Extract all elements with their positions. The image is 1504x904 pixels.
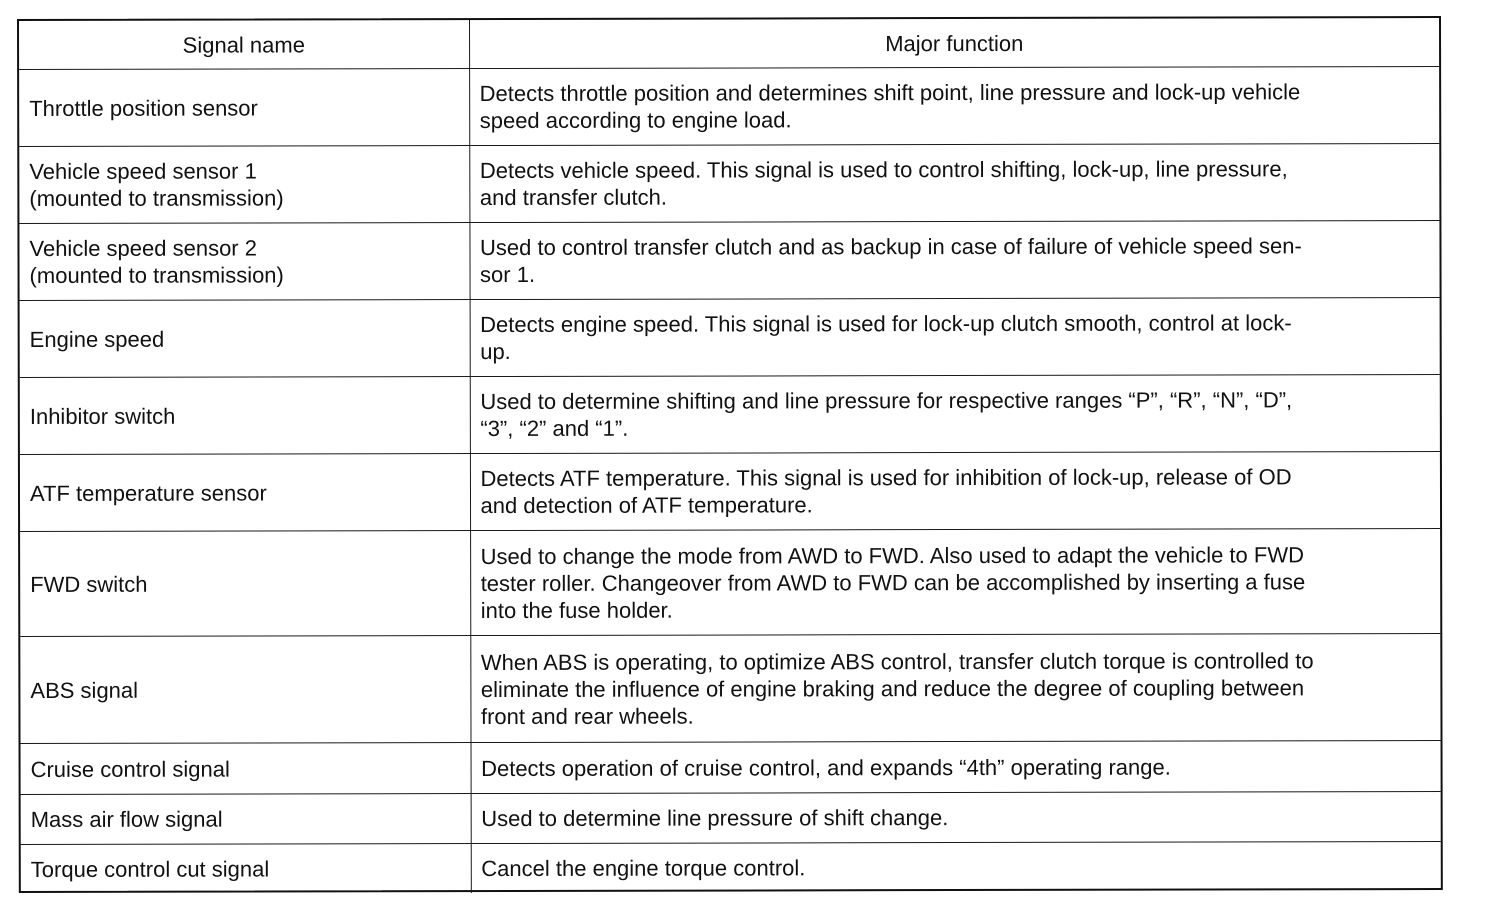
signal-function-table: [19, 18, 1441, 893]
table-row: [21, 842, 1441, 894]
signal-name-cell: Vehicle speed sensor 2 (mounted to transmission): [19, 223, 469, 301]
table-row: [20, 634, 1440, 744]
major-function-cell: Detects engine speed. This signal is used for lock-up clutch smooth, control at lock- up.: [470, 298, 1440, 377]
header-signal-name: Signal name: [19, 20, 469, 69]
major-function-cell: Detects throttle position and determines shift point, line pressure and lock-up vehicle speed according to engine load.: [469, 67, 1439, 146]
header-major-function: Major function: [469, 18, 1439, 69]
major-function-cell: When ABS is operating, to optimize ABS control, transfer clutch torque is controlled to eliminate the influence of engine braking and reduce the degree of coupling between front and rear wheels.: [470, 634, 1440, 743]
table-header-row: [19, 18, 1439, 69]
major-function-cell: Used to control transfer clutch and as backup in case of failure of vehicle speed sen- sor 1.: [469, 221, 1439, 300]
signal-name-cell: Torque control cut signal: [21, 844, 471, 894]
signal-name-cell: Engine speed: [20, 300, 470, 378]
signal-name-cell: Throttle position sensor: [19, 69, 469, 147]
signal-name-cell: Cruise control signal: [21, 743, 471, 795]
table-row: [19, 221, 1439, 301]
major-function-cell: Cancel the engine torque control.: [471, 842, 1441, 893]
table-row: [19, 67, 1439, 147]
table-row: [21, 792, 1441, 845]
signal-name-cell: ATF temperature sensor: [20, 454, 470, 532]
major-function-cell: Detects operation of cruise control, and expands “4th” operating range.: [471, 741, 1441, 794]
table-row: [20, 452, 1440, 532]
signal-name-cell: ABS signal: [20, 636, 470, 744]
table-row: [20, 529, 1440, 637]
table-row: [21, 741, 1441, 795]
major-function-cell: Used to change the mode from AWD to FWD. Also used to adapt the vehicle to FWD tester roller. Changeover from AWD to FWD can be accomplished by inserting a fuse into the fuse holder.: [470, 529, 1440, 636]
signal-name-cell: FWD switch: [20, 531, 470, 637]
signal-function-table-frame: [17, 16, 1443, 893]
table-row: [20, 298, 1440, 378]
signal-name-cell: Inhibitor switch: [20, 377, 470, 455]
major-function-cell: Used to determine shifting and line pressure for respective ranges “P”, “R”, “N”, “D”, “3”, “2” and “1”.: [470, 375, 1440, 454]
major-function-cell: Used to determine line pressure of shift change.: [471, 792, 1441, 844]
signal-name-cell: Mass air flow signal: [21, 794, 471, 845]
major-function-cell: Detects vehicle speed. This signal is used to control shifting, lock-up, line pressure, and transfer clutch.: [469, 144, 1439, 223]
table-row: [20, 375, 1440, 455]
signal-name-cell: Vehicle speed sensor 1 (mounted to transmission): [19, 146, 469, 224]
major-function-cell: Detects ATF temperature. This signal is used for inhibition of lock-up, release of OD and detection of ATF temperature.: [470, 452, 1440, 531]
table-row: [19, 144, 1439, 224]
